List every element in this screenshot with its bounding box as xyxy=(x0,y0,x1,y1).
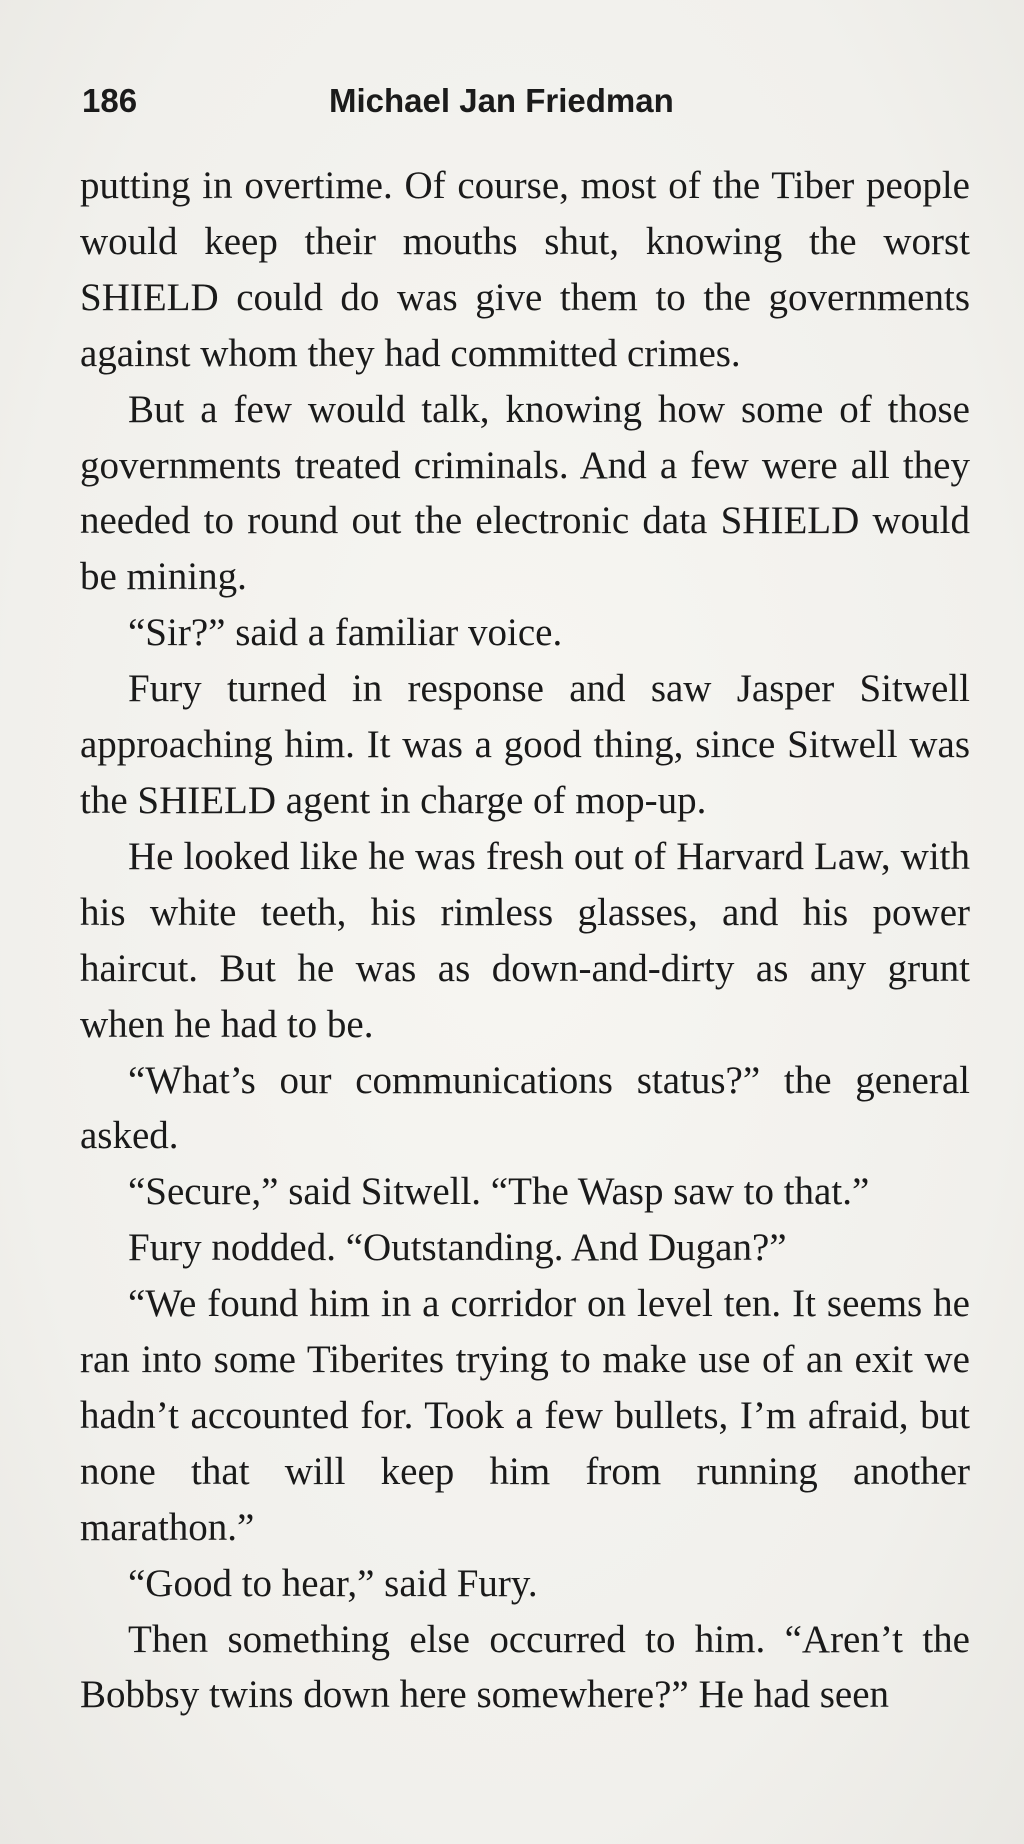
paragraph-3: “Sir?” said a familiar voice. xyxy=(128,611,563,655)
paragraph-2: But a few would talk, knowing how some of those governments treated criminals. And a few were all they needed to round out the electronic data SHIELD would be mining. xyxy=(80,387,970,599)
paragraph-10: “Good to hear,” said Fury. xyxy=(128,1561,538,1605)
paragraph-9: “We found him in a corridor on level ten. It seems he ran into some Tiberites trying to make use of an exit we hadn’t accounted for. Took a few bullets, I’m afraid, but none that will keep him from running another marathon.” xyxy=(80,1282,970,1549)
paragraph-1: putting in overtime. Of course, most of the Tiber people would keep their mouths shut, knowing the worst SHIELD could do was give them to the governments against whom they had committed crimes. xyxy=(80,164,970,375)
running-head xyxy=(82,80,972,122)
paragraph-5: He looked like he was fresh out of Harvard Law, with his white teeth, his rimless glasses, and his power haircut. But he was as down-and-dirty as any grunt when he had to be. xyxy=(80,834,970,1046)
page-number: 186 xyxy=(82,82,138,119)
paragraph-11: Then something else occurred to him. “Aren’t the Bobbsy twins down here somewhere?” He had seen xyxy=(80,1617,970,1717)
paragraph-6: “What’s our communications status?” the general asked. xyxy=(80,1058,970,1158)
body-text xyxy=(80,158,970,1723)
paragraph-4: Fury turned in response and saw Jasper Sitwell approaching him. It was a good thing, since Sitwell was the SHIELD agent in charge of mop-up. xyxy=(80,667,970,822)
paragraph-7: “Secure,” said Sitwell. “The Wasp saw to that.” xyxy=(128,1170,870,1214)
running-head-author: Michael Jan Friedman xyxy=(329,82,674,119)
paragraph-8: Fury nodded. “Outstanding. And Dugan?” xyxy=(128,1226,787,1270)
